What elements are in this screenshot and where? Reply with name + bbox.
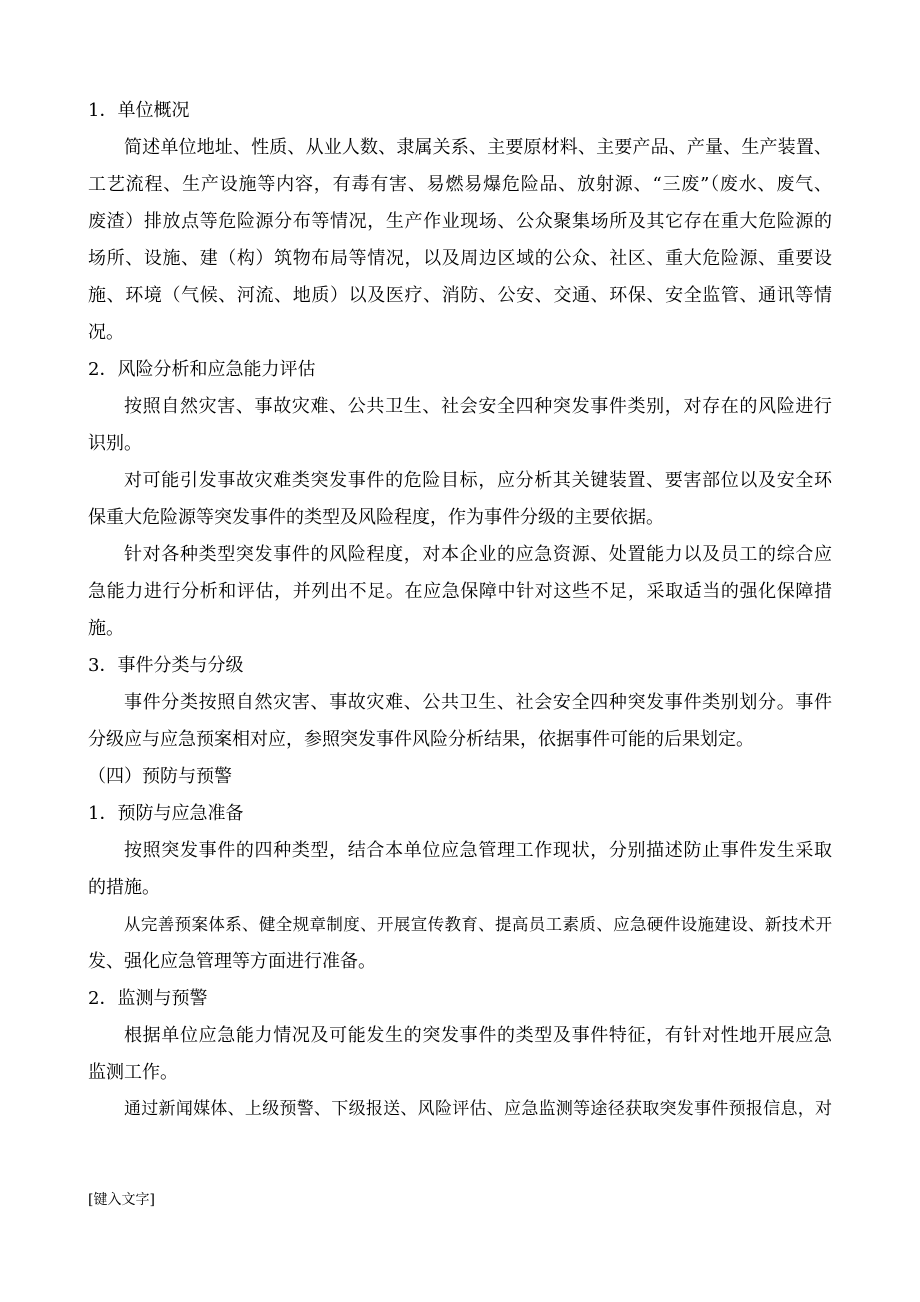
paragraph-line: 急能力进行分析和评估，并列出不足。在应急保障中针对这些不足，采取适当的强化保障措 [88, 581, 832, 602]
section-heading: 3．事件分类与分级 [88, 655, 244, 676]
paragraph-line: 分级应与应急预案相对应，参照突发事件风险分析结果，依据事件可能的后果划定。 [88, 729, 754, 750]
paragraph-line: 废渣）排放点等危险源分布等情况，生产作业现场、公众聚集场所及其它存在重大危险源的 [88, 211, 832, 232]
section-heading: 1．单位概况 [88, 100, 190, 121]
section-heading: 1．预防与应急准备 [88, 803, 244, 824]
paragraph-line: 通过新闻媒体、上级预警、下级报送、风险评估、应急监测等途径获取突发事件预报信息，对 [124, 1099, 832, 1119]
paragraph-line: 针对各种类型突发事件的风险程度，对本企业的应急资源、处置能力以及员工的综合应 [124, 544, 832, 565]
page-footer: [键入文字] [88, 1192, 155, 1208]
paragraph-line: 根据单位应急能力情况及可能发生的突发事件的类型及事件特征，有针对性地开展应急 [124, 1025, 832, 1046]
paragraph-line: 施、环境（气候、河流、地质）以及医疗、消防、公安、交通、环保、安全监管、通讯等情 [88, 285, 832, 306]
paragraph-line: 事件分类按照自然灾害、事故灾难、公共卫生、社会安全四种突发事件类别划分。事件 [124, 692, 832, 713]
paragraph-line: 从完善预案体系、健全规章制度、开展宣传教育、提高员工素质、应急硬件设施建设、新技术开 [124, 915, 832, 934]
paragraph-line: 按照突发事件的四种类型，结合本单位应急管理工作现状，分别描述防止事件发生采取 [124, 840, 832, 861]
section-heading: 2．监测与预警 [88, 988, 208, 1009]
paragraph-line: 况。 [88, 322, 124, 343]
paragraph-line: 的措施。 [88, 877, 160, 898]
paragraph-line: 简述单位地址、性质、从业人数、隶属关系、主要原材料、主要产品、产量、生产装置、 [124, 137, 832, 158]
paragraph-line: 保重大危险源等突发事件的类型及风险程度，作为事件分级的主要依据。 [88, 507, 664, 528]
document-body [88, 92, 832, 1128]
paragraph-line: 发、强化应急管理等方面进行准备。 [88, 951, 376, 972]
paragraph-line: 对可能引发事故灾难类突发事件的危险目标，应分析其关键装置、要害部位以及安全环 [124, 470, 832, 491]
paragraph-line: 识别。 [88, 433, 142, 454]
paragraph-line: 按照自然灾害、事故灾难、公共卫生、社会安全四种突发事件类别，对存在的风险进行 [124, 396, 832, 417]
section-heading: 2．风险分析和应急能力评估 [88, 359, 316, 380]
paragraph-line: 场所、设施、建（构）筑物布局等情况，以及周边区域的公众、社区、重大危险源、重要设 [88, 248, 832, 269]
section-heading: （四）预防与预警 [88, 766, 232, 787]
paragraph-line: 监测工作。 [88, 1062, 178, 1083]
paragraph-line: 工艺流程、生产设施等内容，有毒有害、易燃易爆危险品、放射源、“三废”（废水、废气、 [88, 174, 832, 195]
paragraph-line: 施。 [88, 618, 124, 639]
